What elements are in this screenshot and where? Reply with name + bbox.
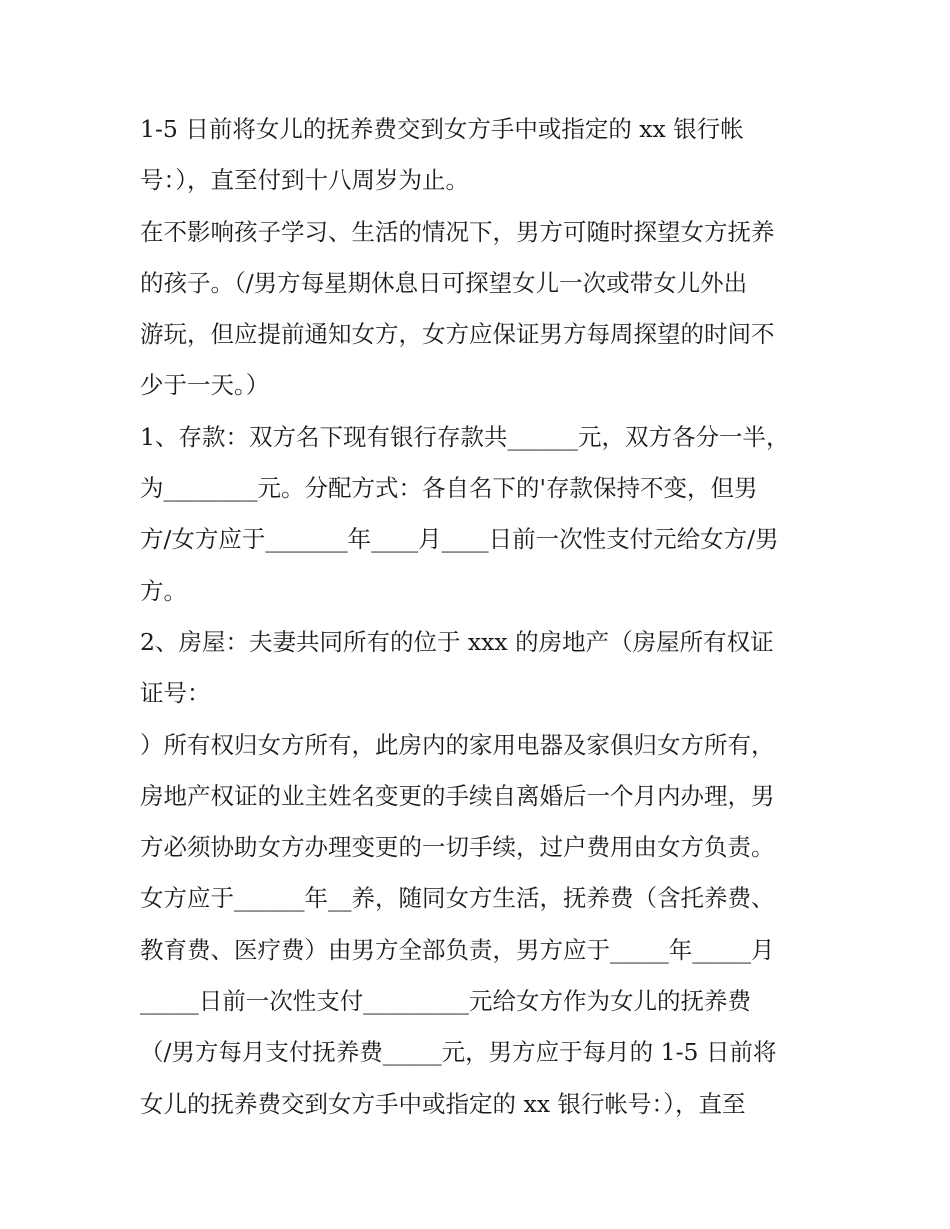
text-line-11: 2、房屋：夫妻共同所有的位于 xxx 的房地产（房屋所有权证	[140, 627, 774, 656]
text-line-6: 少于一天。）	[140, 371, 270, 400]
text-line-18: _____日前一次性支付_________元给女方作为女儿的抚养费	[140, 987, 751, 1016]
text-line-7: 1、存款：双方名下现有银行存款共______元，双方各分一半，	[140, 422, 790, 451]
text-line-5: 游玩，但应提前通知女方，女方应保证男方每周探望的时间不	[140, 320, 775, 349]
text-line-13: ）所有权归女方所有，此房内的家用电器及家俱归女方所有，	[140, 730, 775, 759]
text-line-14: 房地产权证的业主姓名变更的手续自离婚后一个月内办理，男	[140, 781, 775, 810]
text-line-3: 在不影响孩子学习、生活的情况下，男方可随时探望女方抚养	[140, 217, 775, 246]
text-line-20: 女儿的抚养费交到女方手中或指定的 xx 银行帐号：），直至	[140, 1089, 746, 1118]
text-line-12: 证号：	[140, 679, 211, 708]
document-body	[140, 104, 830, 1130]
text-line-4: 的孩子。（/男方每星期休息日可探望女儿一次或带女儿外出	[140, 268, 748, 297]
text-line-15: 方必须协助女方办理变更的一切手续，过户费用由女方负责。	[140, 833, 775, 862]
text-line-8: 为________元。分配方式：各自名下的'存款保持不变，但男	[140, 474, 758, 503]
text-line-10: 方。	[140, 576, 187, 605]
text-line-9: 方/女方应于_______年____月____日前一次性支付元给女方/男	[140, 525, 779, 554]
text-line-1: 1-5 日前将女儿的抚养费交到女方手中或指定的 xx 银行帐	[140, 115, 744, 143]
text-line-2: 号：），直至付到十八周岁为止。	[140, 166, 469, 195]
text-line-19: （/男方每月支付抚养费_____元，男方应于每月的 1-5 日前将	[140, 1038, 777, 1067]
text-line-17: 教育费、医疗费）由男方全部负责，男方应于_____年_____月	[140, 935, 775, 964]
text-line-16: 女方应于______年__养，随同女方生活，抚养费（含托养费、	[140, 884, 775, 913]
